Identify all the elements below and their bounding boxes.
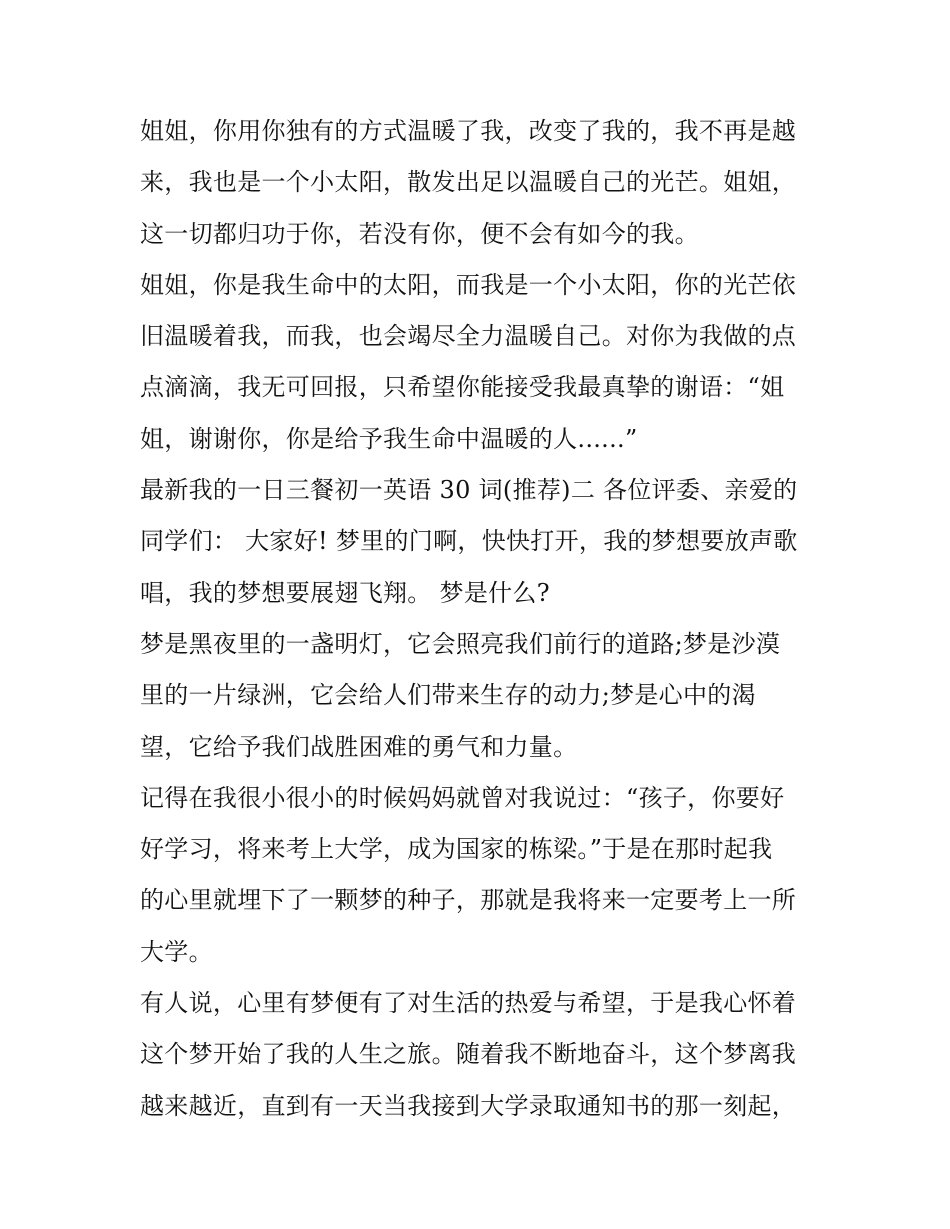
text-line: 姐，谢谢你，你是给予我生命中温暖的人......” [140, 424, 638, 453]
text-line: 记得在我很小很小的时候妈妈就曾对我说过：“孩子，你要好 [140, 783, 785, 812]
text-line: 望，它给予我们战胜困难的勇气和力量。 [140, 732, 578, 761]
text-line: 好学习，将来考上大学，成为国家的栋梁。”于是在那时起我 [140, 835, 773, 864]
text-line: 里的一片绿洲，它会给人们带来生存的动力;梦是心中的渴 [140, 681, 756, 710]
text-line: 最新我的一日三餐初一英语 30 词(推荐)二 各位评委、亲爱的 [140, 476, 798, 505]
text-line: 旧温暖着我，而我，也会竭尽全力温暖自己。对你为我做的点 [140, 322, 797, 351]
text-line: 这个梦开始了我的人生之旅。随着我不断地奋斗，这个梦离我 [140, 1040, 797, 1069]
text-line: 同学们： 大家好! 梦里的门啊，快快打开，我的梦想要放声歌 [140, 527, 798, 556]
text-line: 点滴滴，我无可回报，只希望你能接受我最真挚的谢语：“姐 [140, 373, 785, 402]
text-line: 越来越近，直到有一天当我接到大学录取通知书的那一刻起， [140, 1091, 797, 1120]
text-line: 这一切都归功于你，若没有你，便不会有如今的我。 [140, 219, 699, 248]
text-line: 姐姐，你用你独有的方式温暖了我，改变了我的，我不再是越 [140, 117, 797, 145]
text-line: 姐姐，你是我生命中的太阳，而我是一个小太阳，你的光芒依 [140, 270, 797, 299]
text-line: 梦是黑夜里的一盏明灯，它会照亮我们前行的道路;梦是沙漠 [140, 629, 781, 658]
text-line: 的心里就埋下了一颗梦的种子，那就是我将来一定要考上一所 [140, 886, 797, 915]
text-line: 有人说，心里有梦便有了对生活的热爱与希望，于是我心怀着 [140, 989, 797, 1018]
text-line: 大学。 [140, 937, 213, 966]
document-body [140, 106, 820, 1132]
text-line: 唱，我的梦想要展翅飞翔。 梦是什么? [140, 578, 550, 607]
text-line: 来，我也是一个小太阳，散发出足以温暖自己的光芒。姐姐， [140, 168, 797, 197]
